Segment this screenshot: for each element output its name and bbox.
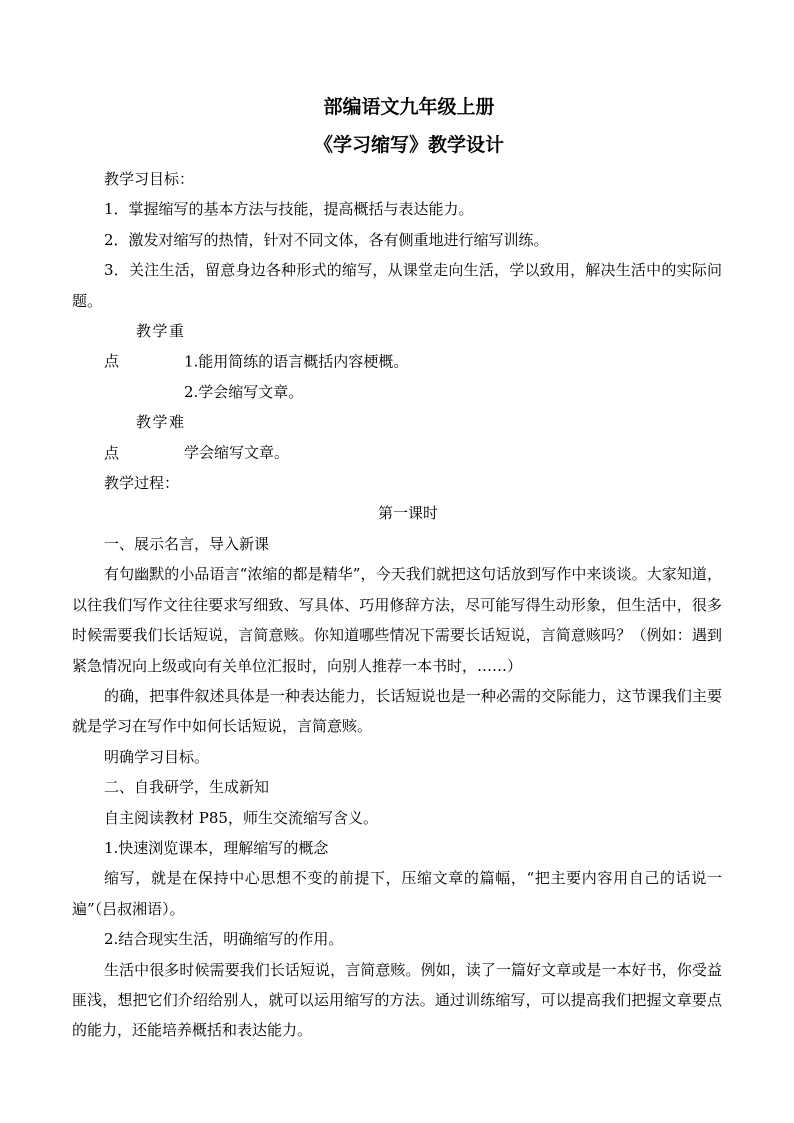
- section-1-paragraph-1: 有句幽默的小品语言“浓缩的都是精华”，今天我们就把这句话放到写作中来谈谈。大家知道，以往我们写作文往往要求写细致、写具体、巧用修辞方法，尽可能写得生动形象，但生活中，很多时候需要我们长话短说，言简意赅。你知道哪些情况下需要长话短说，言简意赅吗？（例如：遇到紧急情况向上级或向有关单位汇报时，向别人推荐一本书时，……）: [72, 565, 722, 675]
- difficulty-text: 学会缩写文章。: [184, 443, 290, 462]
- goals-heading: 教学习目标：: [104, 170, 195, 188]
- document-title: 部编语文九年级上册: [323, 96, 495, 118]
- document-body: [72, 97, 722, 1046]
- key-points-row: [72, 316, 722, 377]
- item-2-text: 生活中很多时候需要我们长话短说，言简意赅。例如，读了一篇好文章或是一本好书，你受益匪浅，想把它们介绍给别人，就可以运用缩写的方法。通过训练缩写，可以提高我们把握文章要点的能力，还能培养概括和表达能力。: [72, 960, 722, 1040]
- section-1-heading: 一、展示名言，导入新课: [104, 534, 270, 553]
- document-subtitle: 《学习缩写》教学设计: [313, 134, 504, 156]
- goal-item-1: 1．掌握缩写的基本方法与技能，提高概括与表达能力。: [104, 200, 474, 219]
- key-point-1: 1.能用简练的语言概括内容梗概。: [184, 352, 409, 371]
- difficulty-label: 教学难点: [104, 413, 184, 462]
- item-1-heading: 1.快速浏览课本，理解缩写的概念: [104, 838, 329, 857]
- goal-item-3: 3．关注生活，留意身边各种形式的缩写，从课堂走向生活，学以致用，解决生活中的实际问题。: [72, 261, 722, 310]
- process-heading: 教学过程：: [104, 474, 180, 493]
- key-point-2: 2.学会缩写文章。: [184, 382, 304, 401]
- section-2-paragraph-1: 自主阅读教材 P85，师生交流缩写含义。: [104, 808, 378, 827]
- item-2-heading: 2.结合现实生活，明确缩写的作用。: [104, 930, 344, 949]
- goal-item-2: 2．激发对缩写的热情，针对不同文体，各有侧重地进行缩写训练。: [104, 230, 549, 249]
- section-1-paragraph-3: 明确学习目标。: [104, 747, 210, 766]
- section-1-paragraph-2: 的确，把事件叙述具体是一种表达能力，长话短说也是一种必需的交际能力，这节课我们主要就是学习在写作中如何长话短说，言简意赅。: [72, 686, 722, 736]
- item-1-text: 缩写，就是在保持中心思想不变的前提下，压缩文章的篇幅，“把主要内容用自己的话说一遍”（吕叔湘语）。: [72, 869, 722, 918]
- section-2-heading: 二、自我研学，生成新知: [104, 778, 270, 797]
- difficulty-row: [72, 407, 722, 468]
- key-points-label: 教学重点: [104, 322, 184, 371]
- lesson-heading: 第一课时: [377, 504, 438, 523]
